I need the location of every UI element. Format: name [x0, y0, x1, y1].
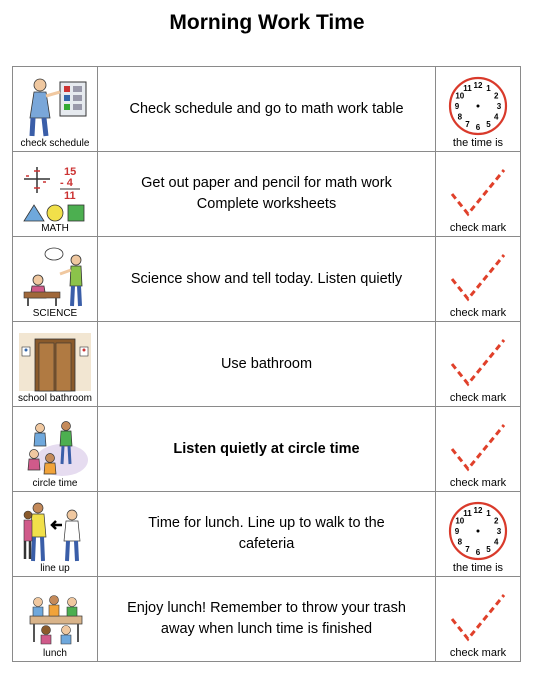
- task-text-line: Complete worksheets: [196, 196, 337, 212]
- task-cell: [98, 152, 436, 237]
- svg-text:11: 11: [64, 190, 76, 202]
- status-cell: [436, 577, 521, 662]
- clock-numeral: 3: [496, 102, 502, 111]
- clock-numeral: 10: [455, 91, 465, 101]
- clock-numeral: 10: [455, 516, 465, 526]
- task-cell: [98, 322, 436, 407]
- check-mark-icon: [446, 421, 510, 477]
- clock-numeral: 2: [493, 516, 499, 526]
- task-cell: [98, 407, 436, 492]
- task-text-line: Enjoy lunch! Remember to throw your trash: [127, 600, 406, 616]
- clock-numeral: 3: [496, 527, 502, 536]
- clock-numeral: 8: [457, 537, 463, 547]
- svg-text:15: 15: [64, 166, 77, 178]
- clock-numeral: 7: [465, 120, 470, 130]
- task-cell: [98, 492, 436, 577]
- clock-icon: [446, 500, 510, 562]
- row-picture-label: check schedule: [20, 138, 90, 149]
- clock-numeral: 2: [493, 91, 499, 101]
- task-cell: [98, 237, 436, 322]
- schedule-row: [13, 577, 521, 662]
- task-text-line: cafeteria: [238, 536, 295, 552]
- task-text: Check schedule and go to math work table: [129, 100, 404, 117]
- clock-icon: [446, 75, 510, 137]
- schedule-row: [13, 407, 521, 492]
- clock-numeral: 1: [486, 83, 491, 93]
- clock-numeral: 6: [475, 123, 481, 132]
- status-cell: [436, 67, 521, 152]
- line-up-icon: [20, 501, 90, 563]
- status-label: check mark: [449, 222, 507, 234]
- check-mark-icon: [446, 166, 510, 222]
- task-cell: [98, 67, 436, 152]
- task-text: Use bathroom: [220, 355, 313, 372]
- clock-numeral: 11: [463, 508, 472, 518]
- row-picture-cell: [13, 67, 98, 152]
- clock-numeral: 12: [473, 81, 483, 90]
- task-text: Science show and tell today. Listen quietly: [130, 270, 403, 287]
- clock-center: [477, 105, 480, 108]
- clock-numeral: 8: [457, 112, 463, 122]
- clock-numeral: 9: [454, 527, 460, 536]
- status-cell: [436, 492, 521, 577]
- row-picture-label: SCIENCE: [32, 308, 78, 319]
- clock-numeral: 7: [465, 545, 470, 555]
- row-picture-label: MATH: [41, 223, 69, 234]
- task-cell: [98, 577, 436, 662]
- schedule-row: [13, 152, 521, 237]
- task-text-line: Time for lunch. Line up to walk to the: [148, 515, 385, 531]
- clock-numeral: 5: [486, 120, 491, 130]
- task-text-line: away when lunch time is finished: [160, 621, 373, 637]
- check-mark-stroke: [452, 255, 504, 299]
- schedule-row: [13, 237, 521, 322]
- task-text-line: Get out paper and pencil for math work: [141, 175, 392, 191]
- row-picture-cell: [13, 322, 98, 407]
- status-cell: [436, 322, 521, 407]
- row-picture-cell: [13, 492, 98, 577]
- row-picture-label: circle time: [32, 478, 78, 489]
- math-icon: [20, 163, 90, 223]
- status-cell: [436, 237, 521, 322]
- check-mark-stroke: [452, 595, 504, 639]
- school-bathroom-icon: [19, 331, 91, 393]
- row-picture-cell: [13, 237, 98, 322]
- science-icon: [20, 246, 90, 308]
- status-label: check mark: [449, 392, 507, 404]
- schedule-table: [12, 66, 521, 662]
- circle-time-icon: [20, 416, 90, 478]
- status-label: check mark: [449, 477, 507, 489]
- schedule-row: [13, 322, 521, 407]
- status-label: the time is: [452, 562, 504, 574]
- clock-numeral: 1: [486, 508, 491, 518]
- status-label: check mark: [449, 647, 507, 659]
- row-picture-cell: [13, 577, 98, 662]
- clock-center: [477, 530, 480, 533]
- task-text: Listen quietly at circle time: [173, 440, 360, 457]
- row-picture-cell: [13, 407, 98, 492]
- check-schedule-icon: [20, 76, 90, 138]
- page-title: Morning Work Time: [169, 11, 365, 34]
- clock-numeral: 6: [475, 548, 481, 557]
- status-label: check mark: [449, 307, 507, 319]
- status-cell: [436, 407, 521, 492]
- status-cell: [436, 152, 521, 237]
- check-mark-stroke: [452, 425, 504, 469]
- check-mark-icon: [446, 251, 510, 307]
- check-mark-icon: [446, 591, 510, 647]
- status-label: the time is: [452, 137, 504, 149]
- check-mark-icon: [446, 336, 510, 392]
- clock-numeral: 4: [493, 112, 499, 122]
- row-picture-cell: [13, 152, 98, 237]
- clock-numeral: 11: [463, 83, 472, 93]
- lunch-icon: [20, 586, 90, 648]
- check-mark-stroke: [452, 340, 504, 384]
- schedule-row: [13, 492, 521, 577]
- clock-numeral: 12: [473, 506, 483, 515]
- check-mark-stroke: [452, 170, 504, 214]
- svg-text:- 4: - 4: [60, 177, 73, 189]
- clock-numeral: 9: [454, 102, 460, 111]
- schedule-row: [13, 67, 521, 152]
- row-picture-label: line up: [40, 563, 70, 574]
- clock-numeral: 5: [486, 545, 491, 555]
- row-picture-label: school bathroom: [18, 393, 92, 404]
- row-picture-label: lunch: [43, 648, 67, 659]
- clock-numeral: 4: [493, 537, 499, 547]
